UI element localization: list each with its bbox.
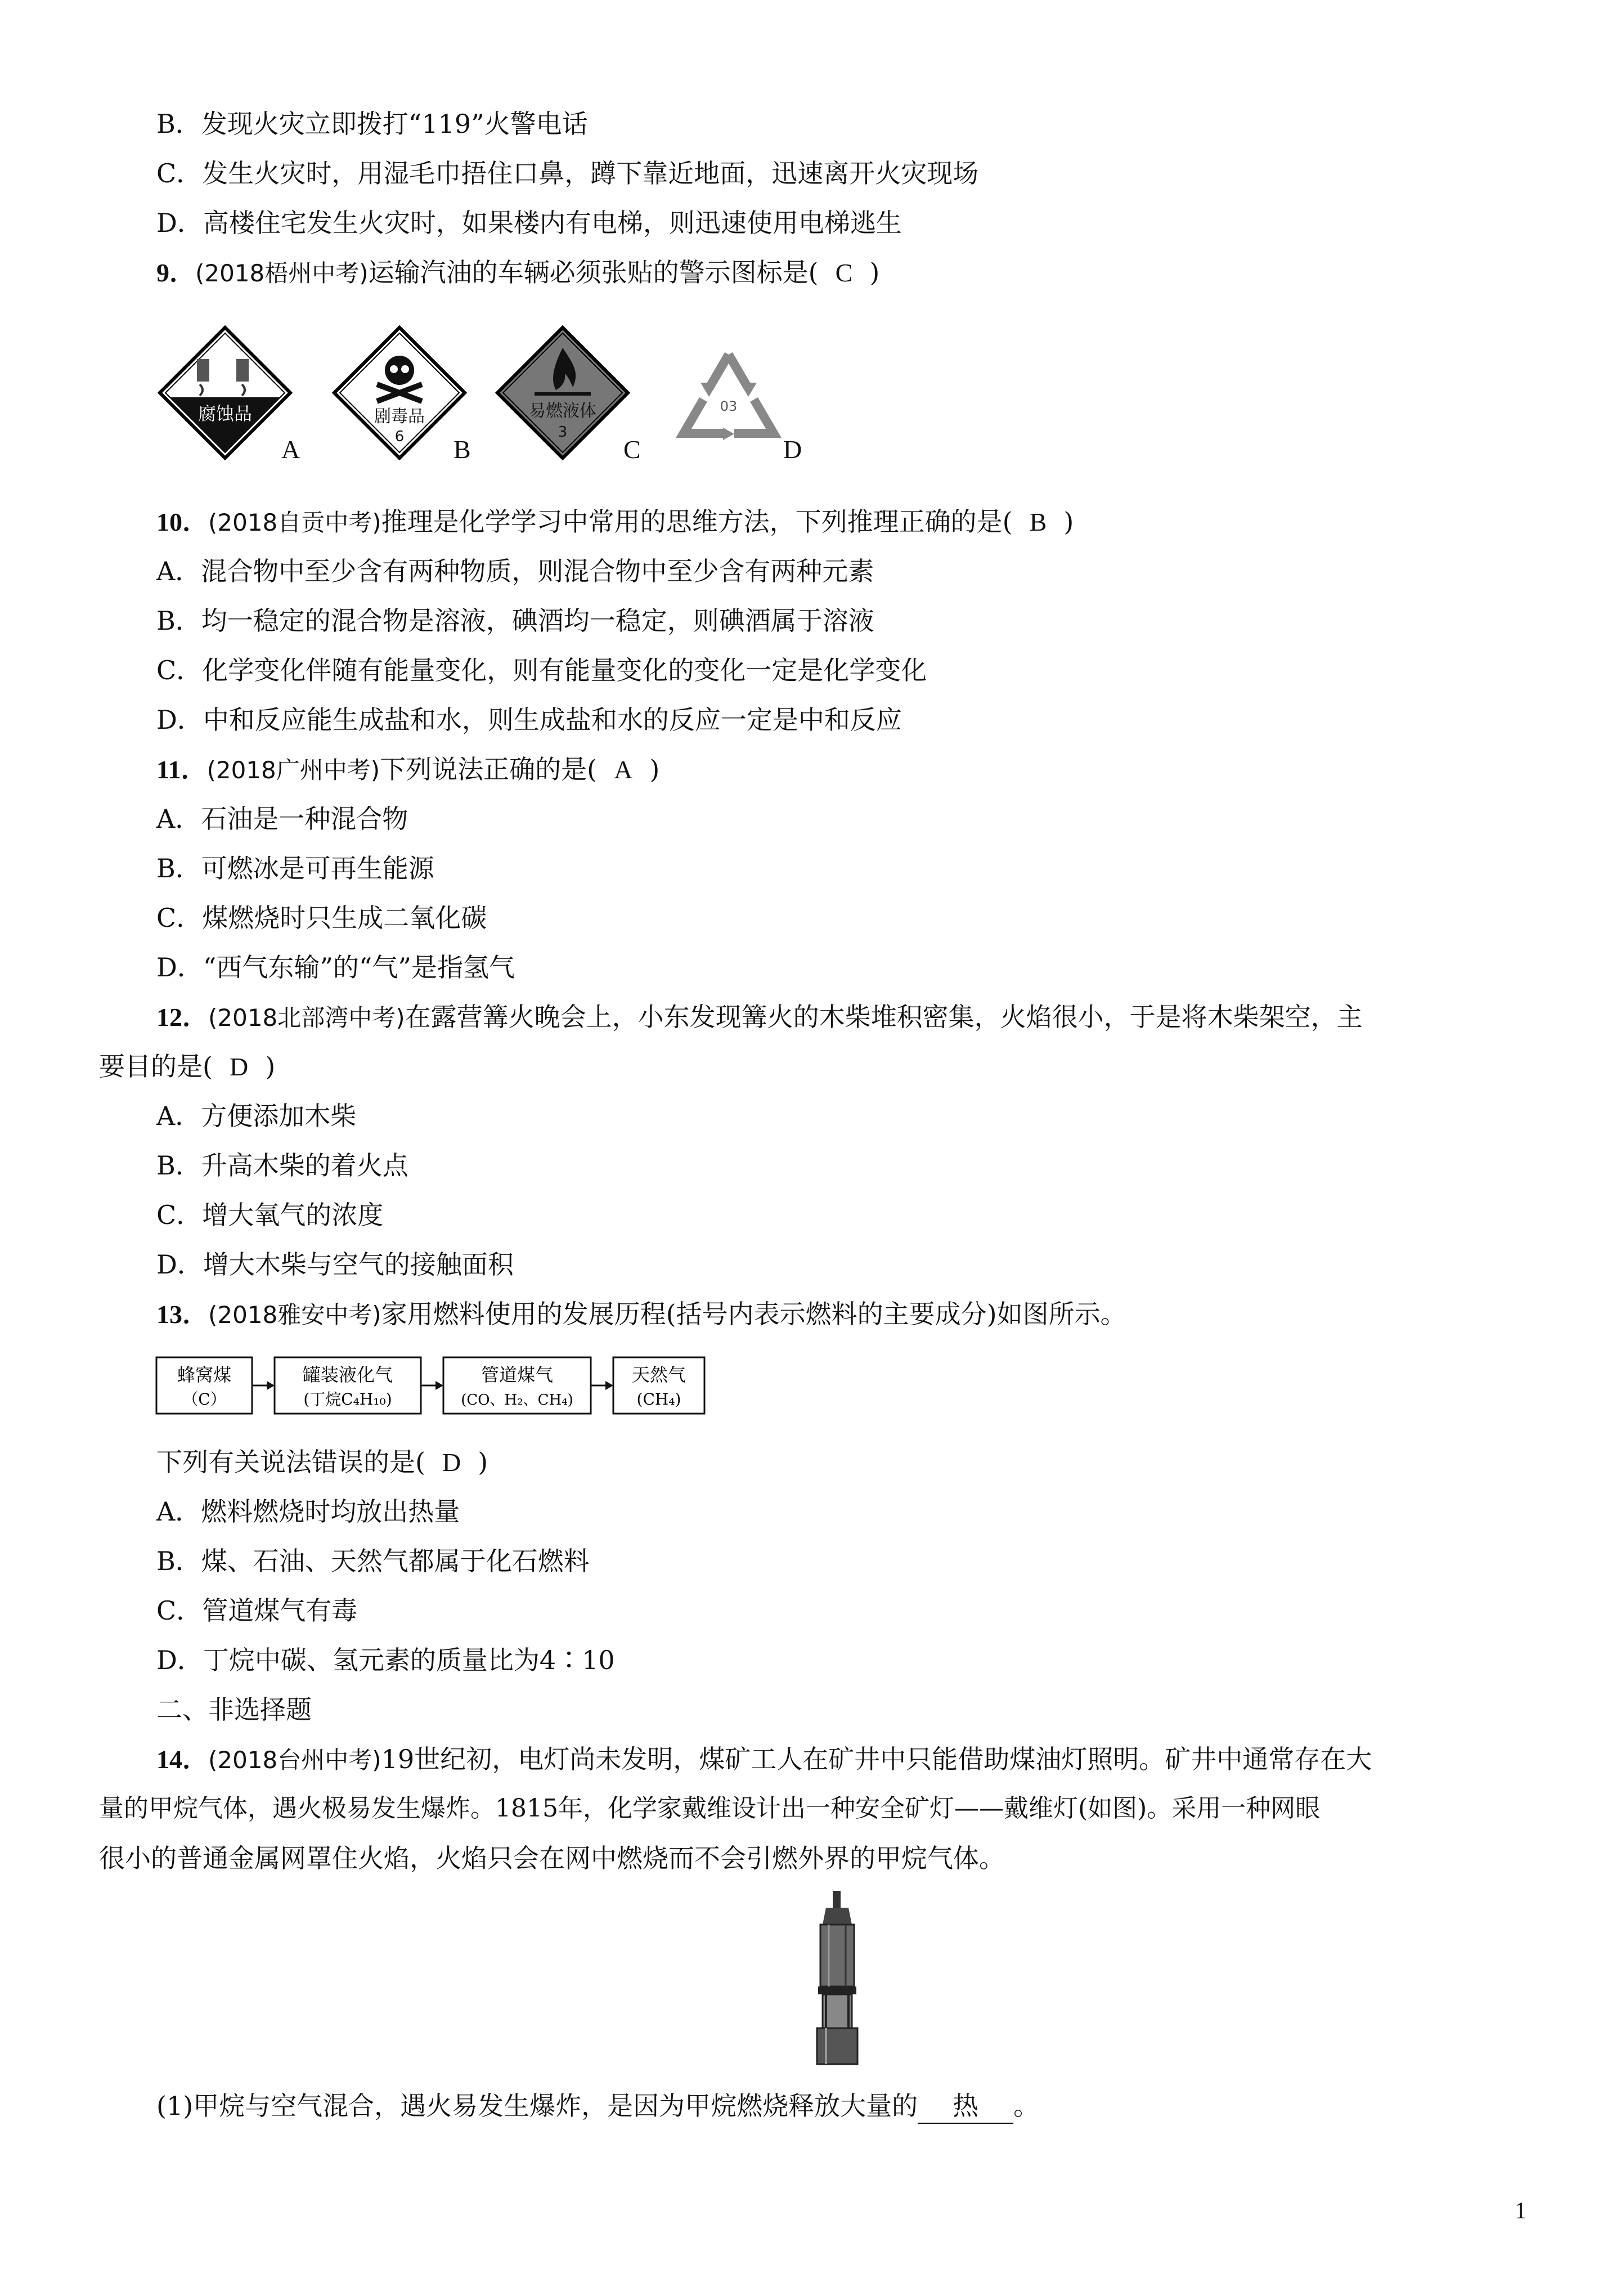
- q8-option-d: D．高楼住宅发生火灾时，如果楼内有电梯，则迅速使用电梯逃生: [156, 208, 902, 238]
- q12-option-c: C．增大氧气的浓度: [156, 1200, 384, 1230]
- question-source: (2018广州中考): [206, 756, 380, 784]
- q11-option-c: C．煤燃烧时只生成二氧化碳: [156, 903, 487, 933]
- answer: D: [442, 1448, 461, 1477]
- q13-option-a: A．燃料燃烧时均放出热量: [156, 1496, 460, 1527]
- svg-text:易燃液体: 易燃液体: [529, 401, 596, 421]
- question-text: 在露营篝火晚会上，小东发现篝火的木柴堆积密集，火焰很小，于是将木柴架空，主: [405, 1002, 1363, 1032]
- toxic-sign-icon: [332, 325, 467, 460]
- svg-text:罐装液化气: 罐装液化气: [302, 1364, 393, 1385]
- question-number: 12．: [156, 1003, 208, 1032]
- sign-label-d: D: [783, 435, 802, 464]
- fuel-history-flowchart: [155, 1352, 707, 1419]
- svg-text:蜂窝煤: 蜂窝煤: [177, 1364, 232, 1385]
- q10-option-d: D．中和反应能生成盐和水，则生成盐和水的反应一定是中和反应: [156, 705, 902, 735]
- arrow-icon: [435, 1381, 443, 1390]
- question-text: 家用燃料使用的发展历程(括号内表示燃料的主要成分)如图所示。: [381, 1299, 1126, 1329]
- q11-option-b: B．可燃冰是可再生能源: [156, 853, 434, 884]
- q12-stem: [156, 1000, 1363, 1035]
- question-text: 运输汽油的车辆必须张贴的警示图标是(: [368, 257, 819, 288]
- question-source: (2018北部湾中考): [208, 1004, 405, 1032]
- q10-stem: 10．(2018自贡中考)推理是化学学习中常用的思维方法，下列推理正确的是( B ): [156, 506, 1074, 537]
- answer: B: [1029, 508, 1047, 536]
- svg-text:剧毒品: 剧毒品: [374, 407, 425, 427]
- svg-text:3: 3: [558, 424, 568, 441]
- answer: C: [835, 258, 853, 287]
- svg-text:天然气: 天然气: [631, 1364, 686, 1385]
- q13-stem: [156, 1297, 1126, 1332]
- arrow-icon: [605, 1381, 613, 1390]
- q14-stem-line2: 量的甲烷气体，遇火极易发生爆炸。1815年，化学家戴维设计出一种安全矿灯——戴维灯(如图)。采用一种网眼: [99, 1794, 1321, 1823]
- q13-prompt: 下列有关说法错误的是( D ): [156, 1447, 488, 1477]
- question-number: 10．: [156, 508, 208, 536]
- question-source: (2018台州中考): [208, 1746, 381, 1774]
- section-heading: 二、非选择题: [156, 1694, 312, 1725]
- question-source: (2018自贡中考): [208, 509, 381, 536]
- question-number: 14．: [156, 1745, 208, 1774]
- answer: A: [614, 755, 633, 784]
- svg-text:6: 6: [394, 428, 405, 445]
- q12-option-d: D．增大木柴与空气的接触面积: [156, 1249, 514, 1280]
- svg-text:(CO、H₂、CH₄): (CO、H₂、CH₄): [461, 1392, 573, 1409]
- q10-option-b: B．均一稳定的混合物是溶液，碘酒均一稳定，则碘酒属于溶液: [156, 606, 874, 636]
- question-text: 19世纪初，电灯尚未发明，煤矿工人在矿井中只能借助煤油灯照明。矿井中通常存在大: [381, 1744, 1372, 1774]
- question-source: (2018梧州中考): [195, 259, 369, 287]
- q14-stem-line3: 很小的普通金属网罩住火焰，火焰只会在网中燃烧而不会引燃外界的甲烷气体。: [99, 1843, 1005, 1873]
- question-text: 推理是化学学习中常用的思维方法，下列推理正确的是(: [381, 506, 1013, 537]
- svg-text:（C）: （C）: [182, 1390, 226, 1409]
- question-text: 下列说法正确的是(: [380, 754, 598, 784]
- svg-text:管道煤气: 管道煤气: [481, 1364, 554, 1385]
- q11-stem: 11．(2018广州中考)下列说法正确的是( A ): [156, 754, 660, 784]
- sign-label-a: A: [281, 435, 300, 464]
- q8-option-c: C．发生火灾时，用湿毛巾捂住口鼻，蹲下靠近地面，迅速离开火灾现场: [156, 158, 979, 189]
- q10-option-c: C．化学变化伴随有能量变化，则有能量变化的变化一定是化学变化: [156, 655, 927, 685]
- question-source: (2018雅安中考): [208, 1301, 381, 1329]
- q12-option-b: B．升高木柴的着火点: [156, 1150, 408, 1181]
- svg-text:腐蚀品: 腐蚀品: [197, 403, 253, 424]
- q13-option-b: B．煤、石油、天然气都属于化石燃料: [156, 1546, 590, 1576]
- recycle-sign-icon: [670, 343, 788, 456]
- flammable-liquid-sign-icon: [495, 325, 630, 460]
- svg-text:03: 03: [720, 398, 738, 414]
- q10-option-a: A．混合物中至少含有两种物质，则混合物中至少含有两种元素: [156, 556, 874, 586]
- davy-lamp-image: [803, 1891, 871, 2065]
- question-number: 9．: [156, 258, 195, 287]
- arrow-icon: [267, 1381, 275, 1390]
- page-number: 1: [1515, 2198, 1526, 2224]
- q12-option-a: A．方便添加木柴: [156, 1101, 357, 1131]
- question-number: 13．: [156, 1300, 208, 1329]
- corrosive-sign: [158, 325, 293, 460]
- answer: D: [229, 1052, 249, 1081]
- q8-option-b: B．发现火灾立即拨打“119”火警电话: [156, 109, 588, 139]
- q14-stem: [156, 1742, 1372, 1777]
- sign-label-b: B: [453, 435, 471, 464]
- q14-sub1: (1)甲烷与空气混合，遇火易发生爆炸，是因为甲烷燃烧释放大量的 热 。: [156, 2089, 1039, 2124]
- q12-stem-cont: 要目的是( D ): [99, 1051, 276, 1082]
- q13-option-d: D．丁烷中碳、氢元素的质量比为4∶10: [156, 1645, 615, 1675]
- answer-blank: 热: [918, 2089, 1013, 2124]
- q11-option-a: A．石油是一种混合物: [156, 804, 408, 834]
- sign-label-c: C: [623, 435, 641, 464]
- q9-stem: 9．(2018梧州中考)运输汽油的车辆必须张贴的警示图标是( C ): [156, 257, 880, 288]
- question-number: 11．: [156, 755, 207, 784]
- q13-option-c: C．管道煤气有毒: [156, 1595, 358, 1626]
- q11-option-d: D．“西气东输”的“气”是指氢气: [156, 952, 515, 983]
- svg-text:(CH₄): (CH₄): [636, 1390, 681, 1409]
- svg-text:(丁烷C₄H₁₀): (丁烷C₄H₁₀): [303, 1390, 392, 1409]
